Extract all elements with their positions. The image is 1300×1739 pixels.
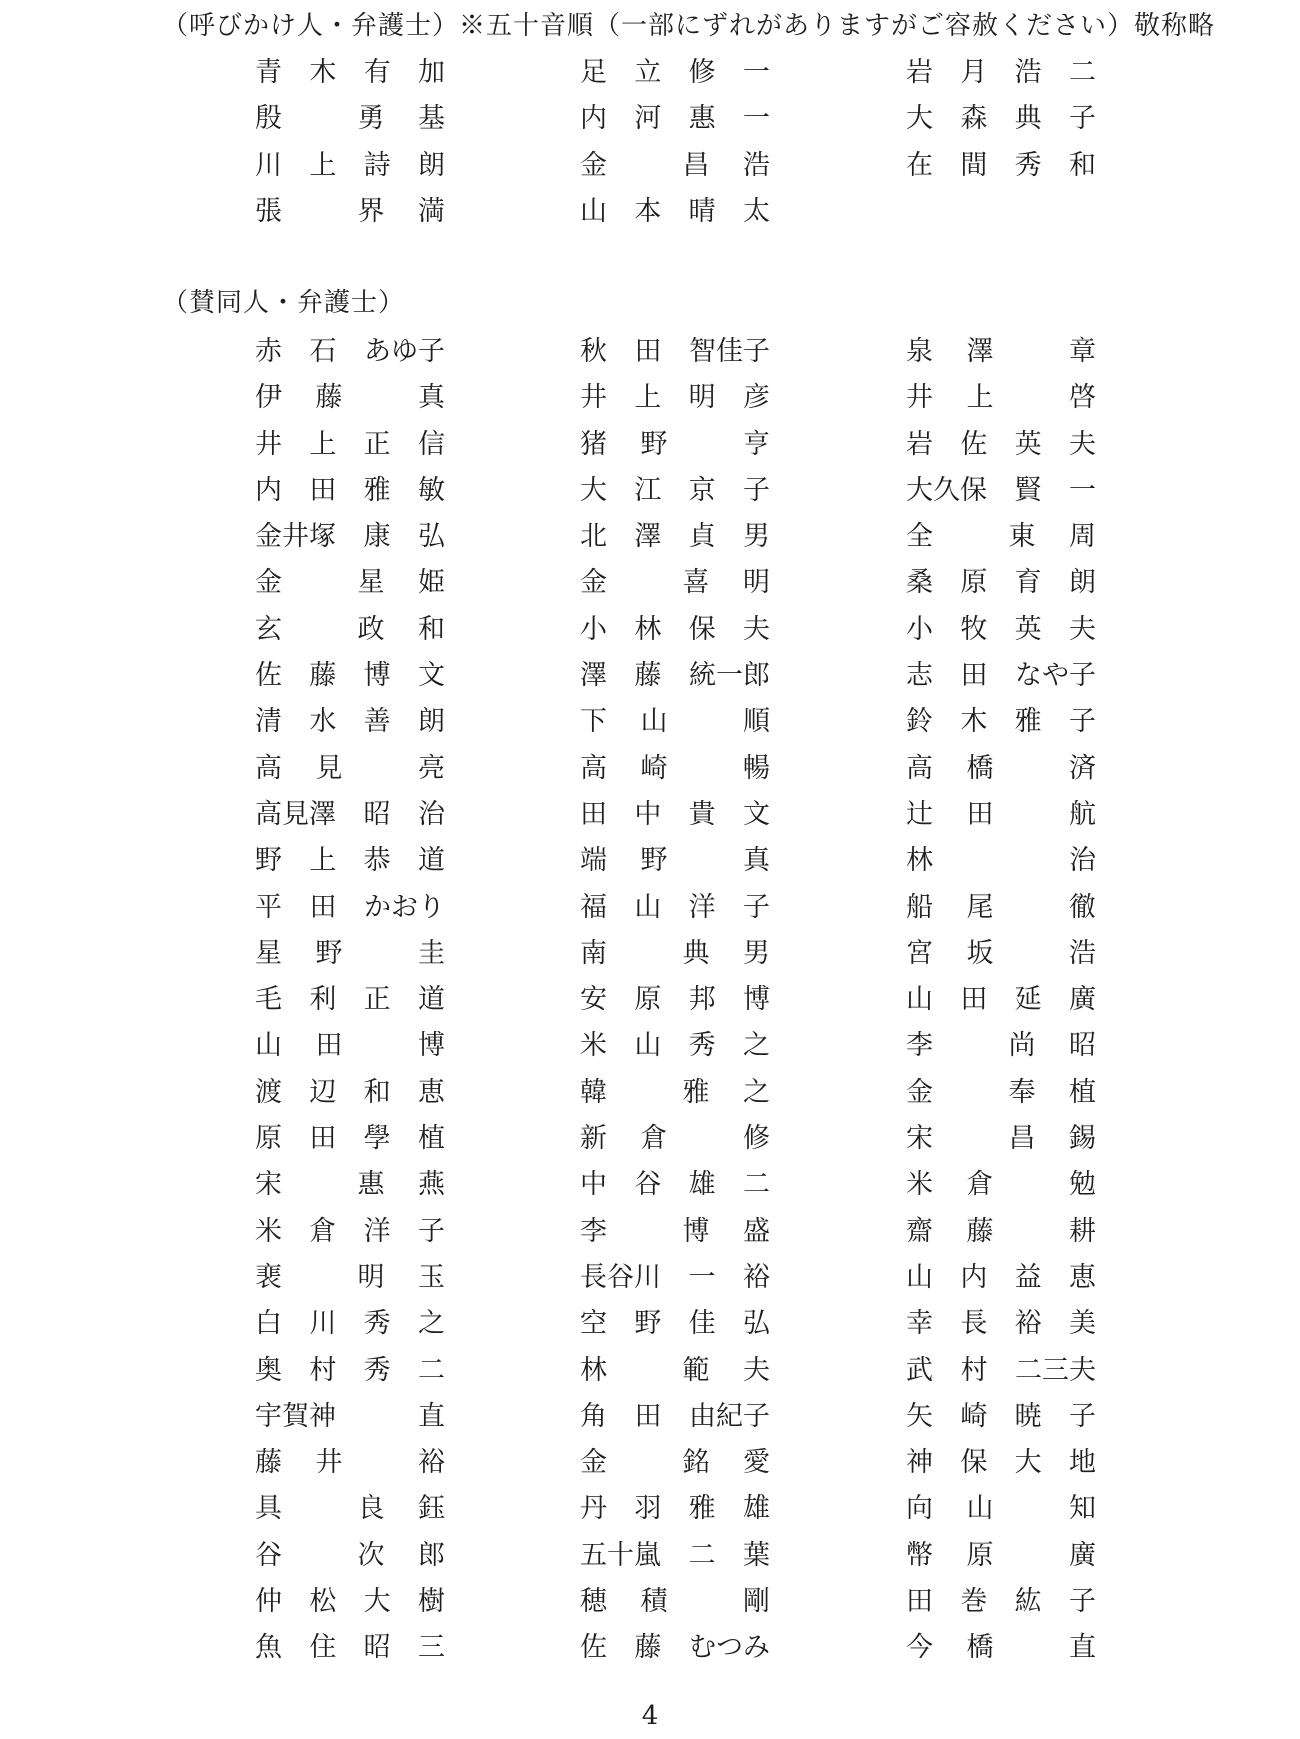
- supporter-section-heading: （賛同人・弁護士）: [162, 288, 406, 318]
- name-entry: 矢 崎 暁 子: [906, 1400, 1096, 1432]
- name-row: [0, 699, 1300, 745]
- name-entry: 宮 坂 浩: [906, 937, 1096, 969]
- name-entry: 齋 藤 耕: [906, 1215, 1096, 1247]
- name-entry: 宋 昌 錫: [906, 1123, 1096, 1155]
- name-row: [0, 375, 1300, 421]
- name-entry: 高 崎 暢: [580, 752, 770, 784]
- name-row: [0, 1162, 1300, 1208]
- name-entry: 山 内 益 恵: [906, 1261, 1096, 1293]
- name-row: [0, 653, 1300, 699]
- name-entry: 高 橋 済: [906, 752, 1096, 784]
- name-entry: 空 野 佳 弘: [580, 1308, 770, 1340]
- name-entry: 米 倉 洋 子: [255, 1215, 445, 1247]
- name-entry: 佐 藤 むつみ: [580, 1632, 770, 1664]
- name-entry: 鈴 木 雅 子: [906, 706, 1096, 738]
- name-entry: 丹 羽 雅 雄: [580, 1493, 770, 1525]
- name-row: [0, 1116, 1300, 1162]
- name-entry: 田 巻 紘 子: [906, 1586, 1096, 1618]
- name-entry: 辻 田 航: [906, 798, 1096, 830]
- name-entry: 高 見 亮: [255, 752, 445, 784]
- name-entry: [906, 189, 1096, 235]
- name-entry: 仲 松 大 樹: [255, 1586, 445, 1618]
- name-entry: 福 山 洋 子: [580, 891, 770, 923]
- name-row: [0, 792, 1300, 838]
- name-entry: 南 典 男: [580, 937, 770, 969]
- name-row: [0, 1440, 1300, 1486]
- name-entry: 大久保 賢 一: [906, 474, 1096, 506]
- name-entry: 青 木 有 加: [255, 57, 445, 88]
- name-row: [0, 1209, 1300, 1255]
- page-number: 4: [641, 1701, 659, 1731]
- name-entry: 桑 原 育 朗: [906, 567, 1096, 599]
- name-entry: 泉 澤 章: [906, 336, 1096, 367]
- name-entry: 金 昌 浩: [580, 149, 770, 181]
- name-entry: 清 水 善 朗: [255, 706, 445, 738]
- name-row: [0, 1023, 1300, 1069]
- name-row: [0, 838, 1300, 884]
- name-row: [0, 607, 1300, 653]
- name-entry: 林 治: [906, 845, 1096, 877]
- name-entry: 藤 井 裕: [255, 1447, 445, 1479]
- name-entry: 米 山 秀 之: [580, 1030, 770, 1062]
- name-row: [0, 329, 1300, 375]
- name-row: [0, 1301, 1300, 1347]
- name-entry: 平 田 かおり: [255, 891, 445, 923]
- caller-section-heading: （呼びかけ人・弁護士）※五十音順（一部にずれがありますがご容赦ください）敬称略: [162, 11, 1216, 41]
- name-entry: 佐 藤 博 文: [255, 660, 445, 692]
- name-entry: 小 林 保 夫: [580, 613, 770, 645]
- name-entry: 猪 野 亨: [580, 428, 770, 460]
- name-entry: 魚 住 昭 三: [255, 1632, 445, 1664]
- name-entry: 田 中 貴 文: [580, 798, 770, 830]
- name-entry: 澤 藤 統一郎: [580, 660, 770, 692]
- name-row: [0, 1533, 1300, 1579]
- name-row: [0, 96, 1300, 142]
- name-entry: 北 澤 貞 男: [580, 521, 770, 553]
- name-entry: 内 河 惠 一: [580, 103, 770, 135]
- name-entry: 白 川 秀 之: [255, 1308, 445, 1340]
- name-row: [0, 1070, 1300, 1116]
- name-entry: 神 保 大 地: [906, 1447, 1096, 1479]
- name-entry: 川 上 詩 朗: [255, 149, 445, 181]
- name-entry: 岩 佐 英 夫: [906, 428, 1096, 460]
- name-entry: 高見澤 昭 治: [255, 798, 445, 830]
- name-entry: 向 山 知: [906, 1493, 1096, 1525]
- name-entry: 在 間 秀 和: [906, 149, 1096, 181]
- name-row: [0, 1486, 1300, 1532]
- name-row: [0, 50, 1300, 96]
- name-entry: 宇賀神 直: [255, 1400, 445, 1432]
- name-entry: 山 田 博: [255, 1030, 445, 1062]
- name-entry: 安 原 邦 博: [580, 984, 770, 1016]
- name-entry: 角 田 由紀子: [580, 1400, 770, 1432]
- name-row: [0, 746, 1300, 792]
- name-entry: 幣 原 廣: [906, 1539, 1096, 1571]
- name-entry: 李 博 盛: [580, 1215, 770, 1247]
- name-entry: 野 上 恭 道: [255, 845, 445, 877]
- name-row: [0, 422, 1300, 468]
- name-entry: 李 尚 昭: [906, 1030, 1096, 1062]
- name-entry: 殷 勇 基: [255, 103, 445, 135]
- name-entry: 裵 明 玉: [255, 1261, 445, 1293]
- name-entry: 武 村 二三夫: [906, 1354, 1096, 1386]
- name-entry: 下 山 順: [580, 706, 770, 738]
- name-entry: 大 江 京 子: [580, 474, 770, 506]
- name-row: [0, 1255, 1300, 1301]
- name-entry: 毛 利 正 道: [255, 984, 445, 1016]
- name-entry: 井 上 正 信: [255, 428, 445, 460]
- name-entry: 幸 長 裕 美: [906, 1308, 1096, 1340]
- name-entry: 内 田 雅 敏: [255, 474, 445, 506]
- name-entry: 新 倉 修: [580, 1123, 770, 1155]
- name-entry: 奥 村 秀 二: [255, 1354, 445, 1386]
- caller-names-list: [0, 50, 1300, 235]
- name-row: [0, 1394, 1300, 1440]
- name-entry: 五十嵐 二 葉: [580, 1539, 770, 1571]
- name-entry: 原 田 學 植: [255, 1123, 445, 1155]
- name-entry: 小 牧 英 夫: [906, 613, 1096, 645]
- name-row: [0, 1625, 1300, 1671]
- name-entry: 長谷川 一 裕: [580, 1261, 770, 1293]
- name-entry: 金 奉 植: [906, 1076, 1096, 1108]
- name-row: [0, 931, 1300, 977]
- name-row: [0, 514, 1300, 560]
- name-entry: 宋 惠 燕: [255, 1169, 445, 1201]
- name-entry: 穂 積 剛: [580, 1586, 770, 1618]
- name-entry: 今 橋 直: [906, 1632, 1096, 1664]
- name-entry: 岩 月 浩 二: [906, 57, 1096, 88]
- name-entry: 金井塚 康 弘: [255, 521, 445, 553]
- name-row: [0, 468, 1300, 514]
- name-entry: 山 本 晴 太: [580, 195, 770, 227]
- name-entry: 赤 石 あゆ子: [255, 336, 445, 367]
- name-entry: 具 良 鈺: [255, 1493, 445, 1525]
- name-entry: 志 田 なや子: [906, 660, 1096, 692]
- name-row: [0, 189, 1300, 235]
- name-entry: 山 田 延 廣: [906, 984, 1096, 1016]
- name-entry: 中 谷 雄 二: [580, 1169, 770, 1201]
- name-entry: 星 野 圭: [255, 937, 445, 969]
- name-entry: 林 範 夫: [580, 1354, 770, 1386]
- name-entry: 秋 田 智佳子: [580, 336, 770, 367]
- name-row: [0, 885, 1300, 931]
- name-entry: 船 尾 徹: [906, 891, 1096, 923]
- supporter-names-list: [0, 329, 1300, 1672]
- name-entry: 全 東 周: [906, 521, 1096, 553]
- name-entry: 金 星 姫: [255, 567, 445, 599]
- name-entry: 玄 政 和: [255, 613, 445, 645]
- name-entry: 端 野 真: [580, 845, 770, 877]
- name-row: [0, 143, 1300, 189]
- name-entry: 韓 雅 之: [580, 1076, 770, 1108]
- name-row: [0, 977, 1300, 1023]
- name-entry: 伊 藤 真: [255, 382, 445, 414]
- name-entry: 谷 次 郎: [255, 1539, 445, 1571]
- name-entry: 金 喜 明: [580, 567, 770, 599]
- name-entry: 張 界 満: [255, 195, 445, 227]
- name-entry: 大 森 典 子: [906, 103, 1096, 135]
- name-entry: 井 上 明 彦: [580, 382, 770, 414]
- name-row: [0, 560, 1300, 606]
- name-row: [0, 1579, 1300, 1625]
- name-entry: 井 上 啓: [906, 382, 1096, 414]
- name-row: [0, 1348, 1300, 1394]
- name-entry: 足 立 修 一: [580, 57, 770, 88]
- name-entry: 渡 辺 和 恵: [255, 1076, 445, 1108]
- name-entry: 米 倉 勉: [906, 1169, 1096, 1201]
- name-entry: 金 銘 愛: [580, 1447, 770, 1479]
